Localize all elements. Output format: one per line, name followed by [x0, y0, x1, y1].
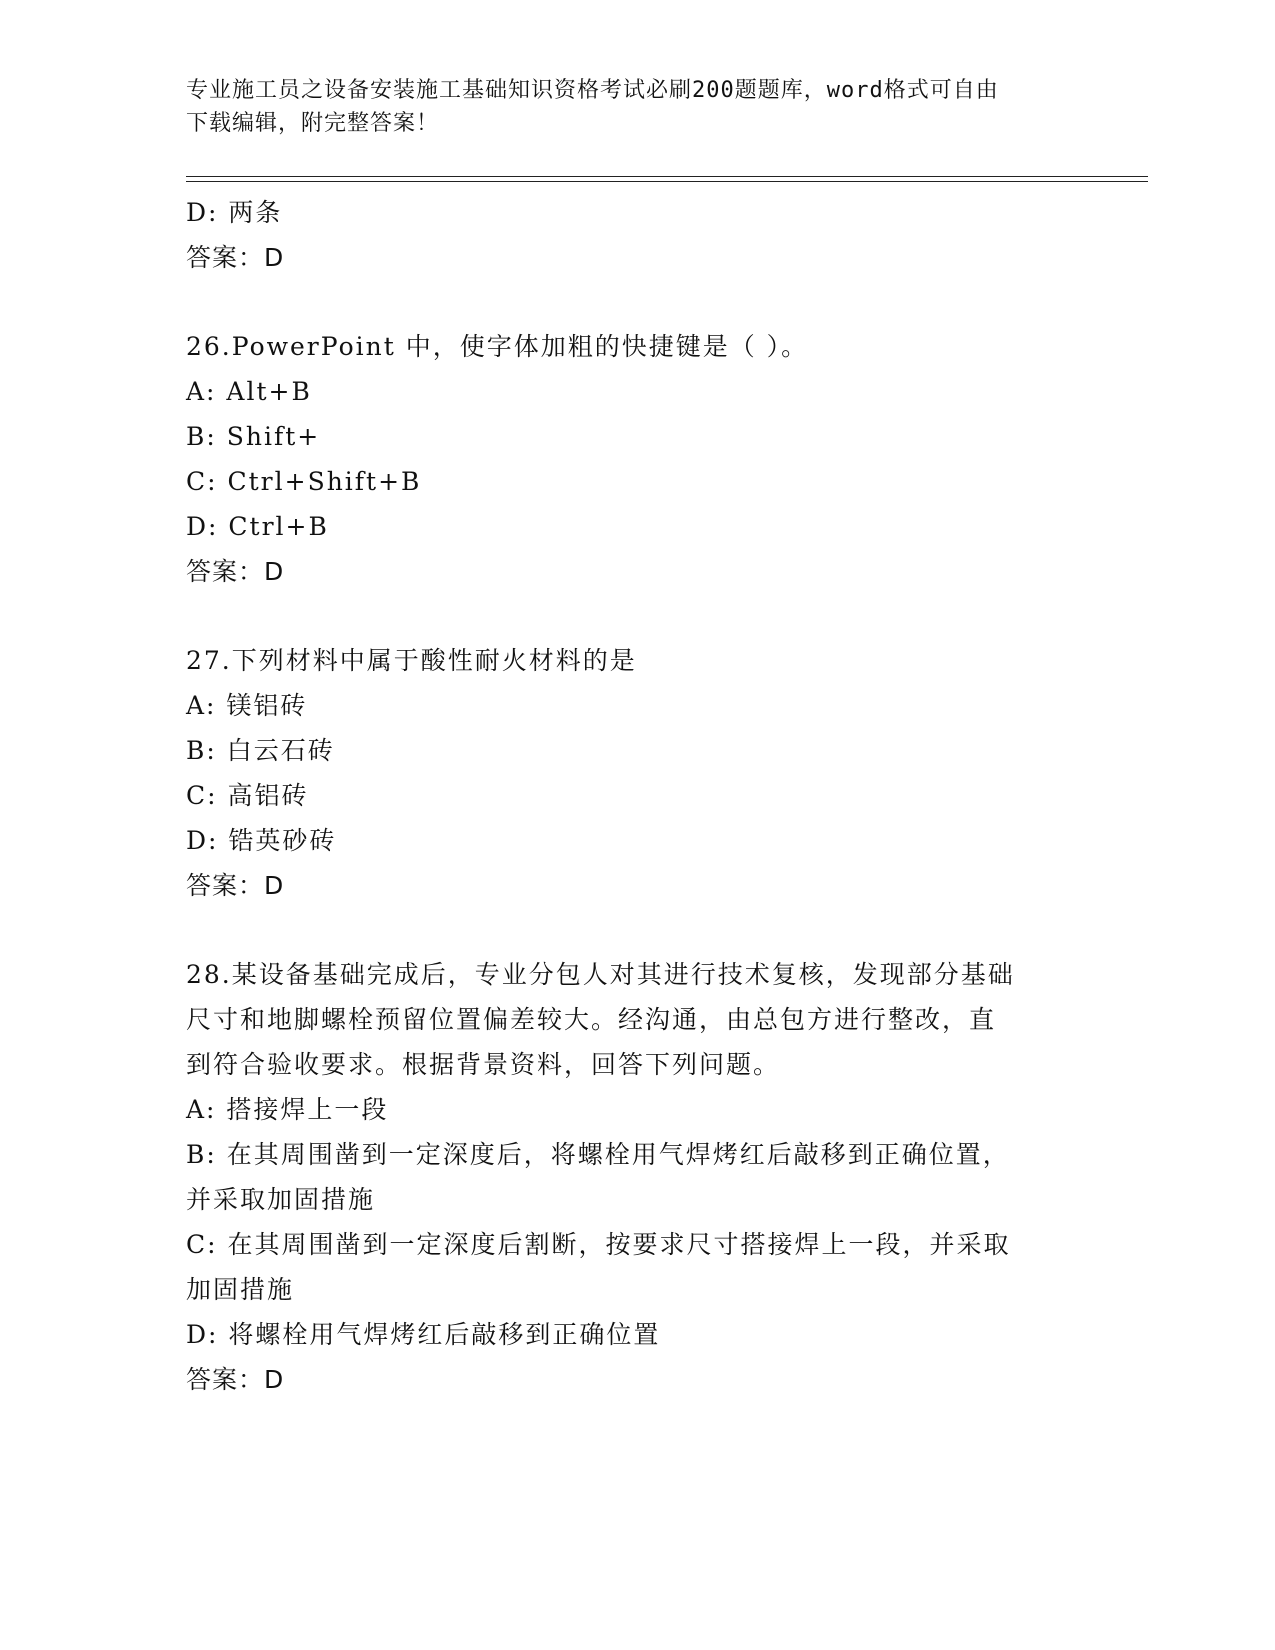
question-stem-line-3: 到符合验收要求。根据背景资料，回答下列问题。	[186, 1050, 781, 1079]
answer-label: 答案：D	[186, 243, 285, 272]
answer-label: 答案：D	[186, 871, 285, 900]
question-25-tail	[186, 190, 1066, 280]
option-b: B: 白云石砖	[186, 736, 335, 765]
option-b-line-2: 并采取加固措施	[186, 1185, 376, 1214]
question-stem: 26.PowerPoint 中，使字体加粗的快捷键是（ ）。	[186, 332, 809, 361]
option-d: D: 将螺栓用气焊烤红后敲移到正确位置	[186, 1320, 661, 1349]
header-divider	[186, 176, 1148, 182]
option-b: B: Shift+	[186, 422, 321, 451]
question-stem-line-1: 28.某设备基础完成后，专业分包人对其进行技术复核，发现部分基础	[186, 960, 1015, 989]
option-d: D: 两条	[186, 198, 283, 227]
question-stem: 27.下列材料中属于酸性耐火材料的是	[186, 646, 637, 675]
question-28	[186, 952, 1066, 1402]
question-27	[186, 638, 1066, 908]
option-a: A: 搭接焊上一段	[186, 1095, 389, 1124]
option-c-line-1: C: 在其周围凿到一定深度后割断，按要求尺寸搭接焊上一段，并采取	[186, 1230, 1011, 1259]
question-list	[186, 190, 1066, 1402]
answer-label: 答案：D	[186, 557, 285, 586]
page-header	[186, 74, 1066, 140]
option-c: C: Ctrl+Shift+B	[186, 467, 422, 496]
option-d: D: Ctrl+B	[186, 512, 329, 541]
header-title-line-2: 下载编辑，附完整答案！	[186, 111, 440, 136]
option-b-line-1: B: 在其周围凿到一定深度后，将螺栓用气焊烤红后敲移到正确位置，	[186, 1140, 1010, 1169]
option-d: D: 锆英砂砖	[186, 826, 337, 855]
option-c-line-2: 加固措施	[186, 1275, 295, 1304]
question-stem-line-2: 尺寸和地脚螺栓预留位置偏差较大。经沟通，由总包方进行整改，直	[186, 1005, 997, 1034]
answer-label: 答案：D	[186, 1365, 285, 1394]
option-a: A: 镁铝砖	[186, 691, 308, 720]
header-title-line-1: 专业施工员之设备安装施工基础知识资格考试必刷200题题库，word格式可自由	[186, 78, 999, 103]
option-a: A: Alt+B	[186, 377, 312, 406]
option-c: C: 高铝砖	[186, 781, 309, 810]
question-26	[186, 324, 1066, 594]
